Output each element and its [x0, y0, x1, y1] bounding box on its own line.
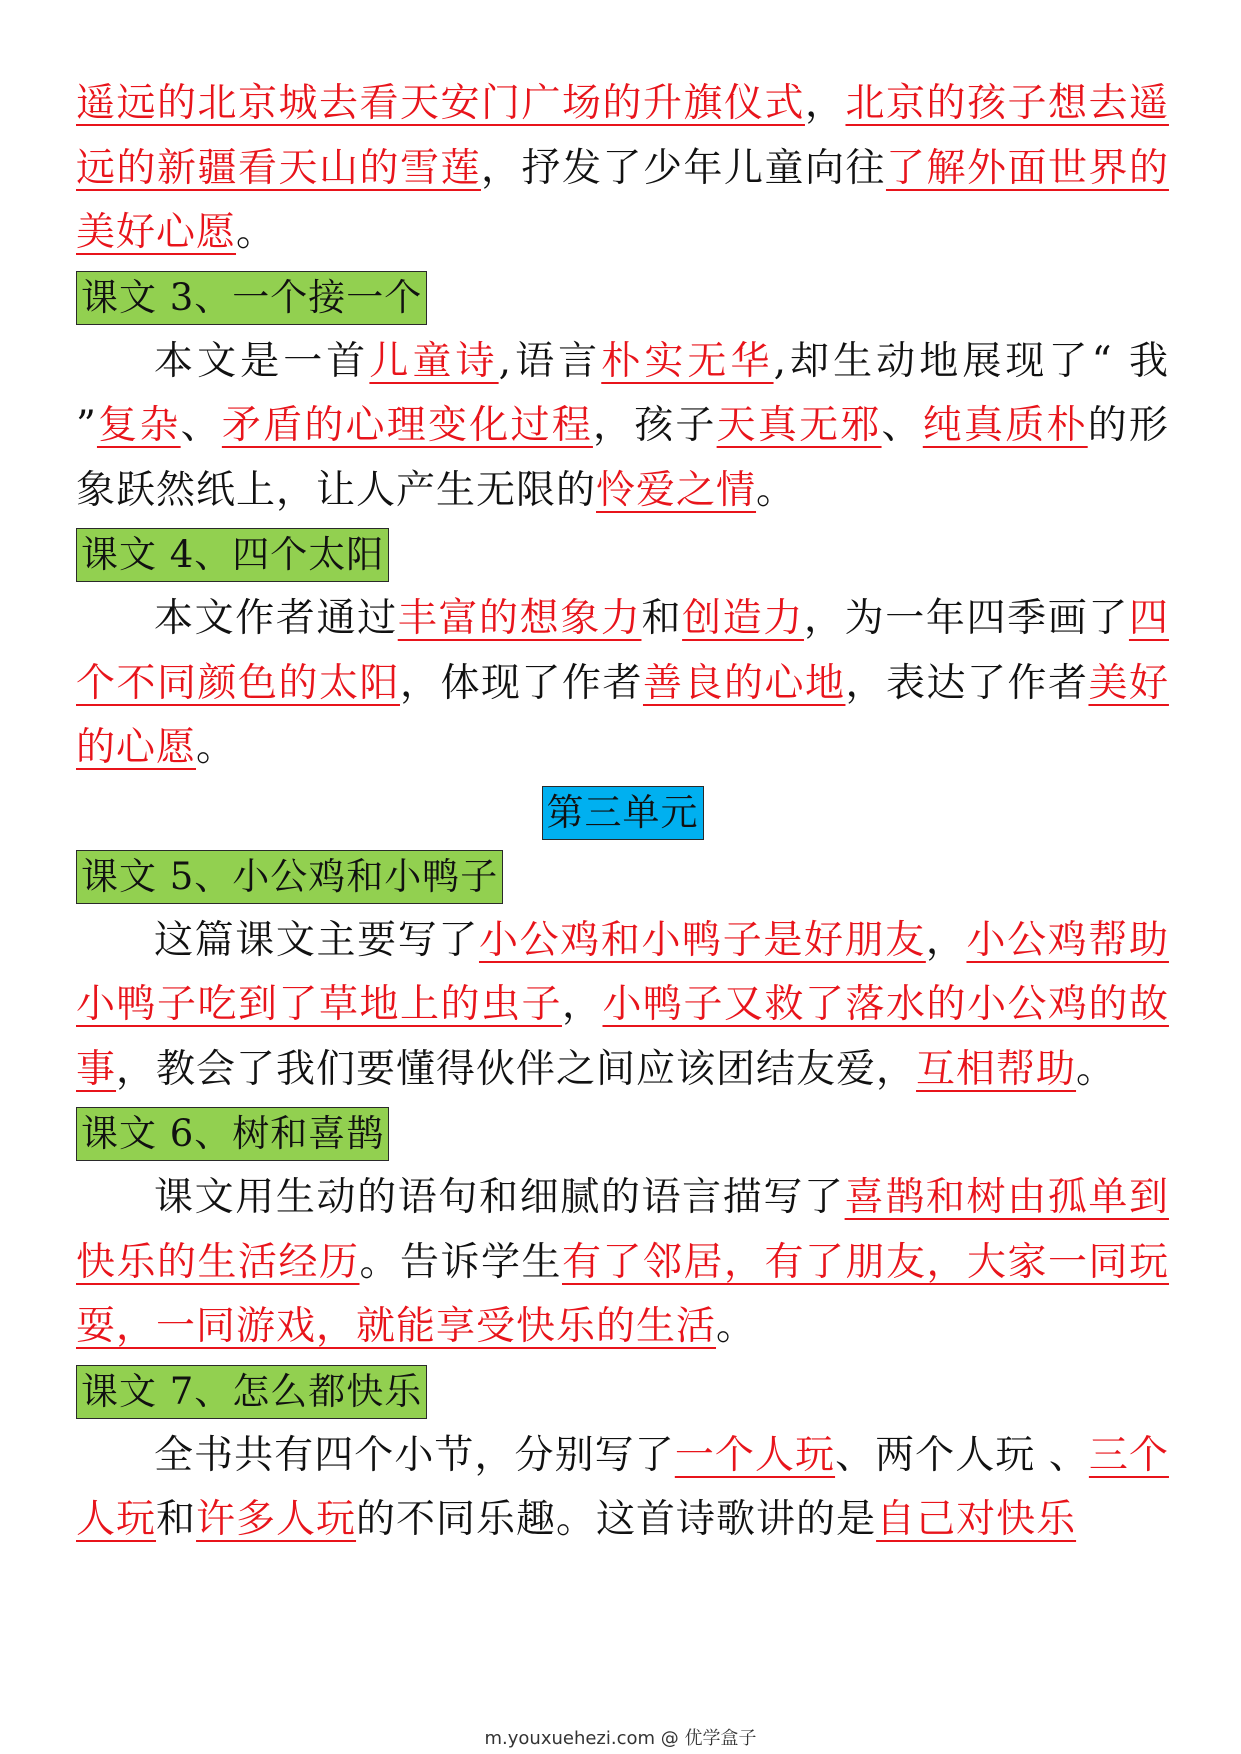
- text-run: 的不同乐趣。这首诗歌讲的是: [356, 1497, 877, 1542]
- lesson-6-heading-row: [76, 1102, 1169, 1166]
- text-run: ，抒发了少年儿童向往: [480, 145, 886, 191]
- text-run: ，孩子: [592, 403, 717, 448]
- highlighted-phrase: 四个不同颜色的太阳: [76, 596, 1169, 706]
- unit-3-heading: 第三单元: [542, 786, 704, 840]
- lesson-4-paragraph: [76, 587, 1169, 781]
- text-run: 。: [236, 210, 277, 255]
- lesson-7-heading: 课文 7、怎么都快乐: [76, 1365, 427, 1419]
- highlighted-phrase: 有了邻居，有了朋友，大家一同玩耍，一同游戏，就能享受快乐的生活: [76, 1239, 1169, 1349]
- lesson-3-heading-row: [76, 266, 1169, 330]
- text-run: 课文用生动的语句和细腻的语言描写了: [154, 1175, 845, 1220]
- text-run: 本文作者通过: [154, 596, 398, 641]
- text-run: 、两个人玩 、: [835, 1432, 1089, 1478]
- text-run: 、: [881, 403, 923, 448]
- text-run: ,却生动地展现了“ 我 ”: [76, 338, 1169, 448]
- text-run: 。告诉学生: [359, 1239, 562, 1285]
- lesson-4-heading: 课文 4、四个太阳: [76, 528, 389, 582]
- highlighted-phrase: 小鸭子又救了落水的小公鸡的故事: [76, 982, 1169, 1092]
- text-run: ，表达了作者: [845, 660, 1089, 706]
- text-run: 这篇课文主要写了: [154, 917, 479, 963]
- lesson-5-heading: 课文 5、小公鸡和小鸭子: [76, 850, 503, 904]
- text-run: ，: [561, 982, 603, 1027]
- text-run: ，: [804, 81, 846, 126]
- highlighted-phrase: 小公鸡帮助小鸭子吃到了草地上的虫子: [76, 917, 1169, 1027]
- highlighted-phrase: 自己对快乐: [876, 1497, 1077, 1542]
- text-run: 。: [196, 725, 237, 770]
- text-run: ，教会了我们要懂得伙伴之间应该团结友爱，: [116, 1046, 917, 1092]
- text-run: 和: [156, 1497, 197, 1542]
- text-run: ，体现了作者: [399, 660, 643, 706]
- lesson-6-paragraph: [76, 1166, 1169, 1360]
- lesson-7-heading-row: [76, 1360, 1169, 1424]
- document-page: [76, 72, 1169, 1553]
- highlighted-phrase: 许多人玩: [196, 1497, 357, 1542]
- text-run: 本文是一首: [154, 338, 370, 384]
- highlighted-phrase: 了解外面世界的美好心愿: [76, 145, 1169, 255]
- text-run: 。: [756, 467, 797, 513]
- highlighted-phrase: 丰富的想象力: [397, 596, 642, 641]
- highlighted-phrase: 儿童诗: [369, 338, 499, 384]
- text-run: 。: [1076, 1046, 1117, 1092]
- text-run: 、: [180, 403, 222, 448]
- lesson-5-paragraph: [76, 909, 1169, 1103]
- lesson-3-paragraph: [76, 330, 1169, 524]
- highlighted-phrase: 北京的孩子想去遥远的新疆看天山的雪莲: [76, 81, 1169, 191]
- highlighted-phrase: 一个人玩: [674, 1432, 836, 1478]
- footer-watermark: m.youxuehezi.com @ 优学盒子: [484, 1728, 757, 1749]
- lesson-6-heading: 课文 6、树和喜鹊: [76, 1107, 389, 1161]
- highlighted-phrase: 纯真质朴: [922, 403, 1088, 448]
- highlighted-phrase: 善良的心地: [642, 660, 846, 706]
- lesson-7-paragraph: [76, 1424, 1169, 1553]
- highlighted-phrase: 矛盾的心理变化过程: [221, 403, 593, 448]
- text-run: ，: [925, 917, 967, 963]
- highlighted-phrase: 创造力: [682, 596, 804, 641]
- unit-3-heading-row: [76, 781, 1169, 845]
- highlighted-phrase: 怜爱之情: [596, 467, 757, 513]
- text-run: ，为一年四季画了: [803, 596, 1129, 641]
- highlighted-phrase: 遥远的北京城去看天安门广场的升旗仪式: [76, 81, 805, 126]
- text-run: 全书共有四个小节，分别写了: [154, 1432, 675, 1478]
- intro-paragraph: [76, 72, 1169, 266]
- highlighted-phrase: 小公鸡和小鸭子是好朋友: [478, 917, 926, 963]
- text-run: 。: [716, 1304, 757, 1349]
- highlighted-phrase: 美好的心愿: [76, 660, 1169, 770]
- lesson-4-heading-row: [76, 523, 1169, 587]
- highlighted-phrase: 喜鹊和树由孤单到快乐的生活经历: [76, 1175, 1169, 1285]
- highlighted-phrase: 复杂: [96, 403, 181, 448]
- lesson-3-heading: 课文 3、一个接一个: [76, 271, 427, 325]
- lesson-5-heading-row: [76, 845, 1169, 909]
- highlighted-phrase: 互相帮助: [916, 1046, 1077, 1092]
- text-run: 和: [641, 596, 683, 641]
- highlighted-phrase: 三个人玩: [76, 1432, 1169, 1542]
- highlighted-phrase: 朴实无华: [601, 338, 774, 384]
- text-run: 的形象跃然纸上，让人产生无限的: [76, 403, 1169, 513]
- highlighted-phrase: 天真无邪: [716, 403, 882, 448]
- text-run: ,语言: [498, 338, 602, 384]
